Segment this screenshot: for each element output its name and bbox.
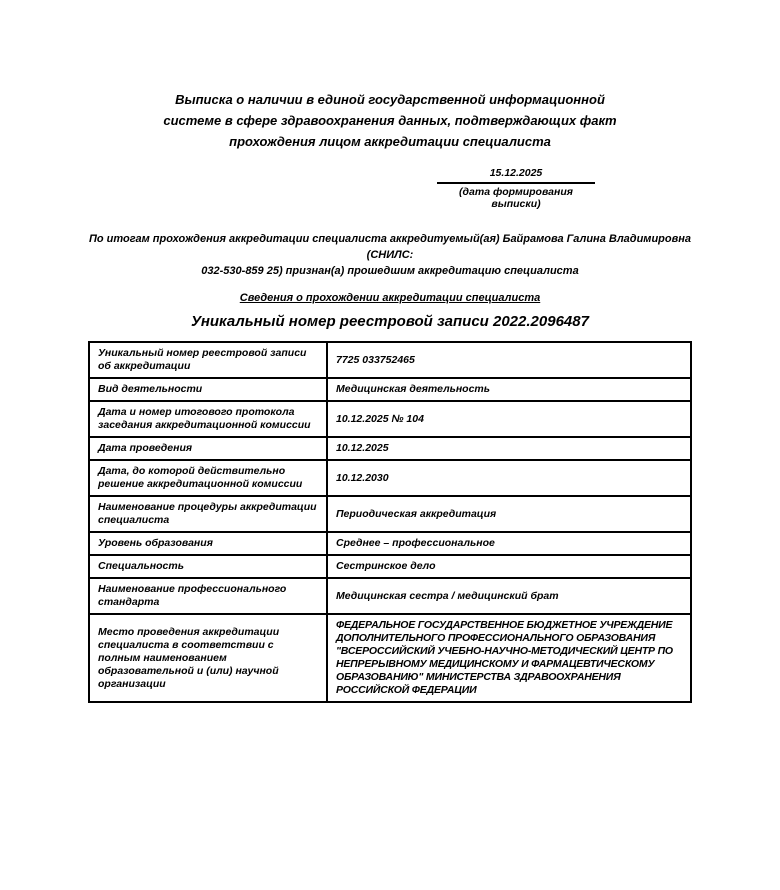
intro-paragraph — [70, 231, 710, 279]
field-value-cell: ФЕДЕРАЛЬНОЕ ГОСУДАРСТВЕННОЕ БЮДЖЕТНОЕ УЧРЕЖДЕНИЕ ДОПОЛНИТЕЛЬНОГО ПРОФЕССИОНАЛЬНОГО ОБРАЗОВАНИЯ "ВСЕРОССИЙСКИЙ УЧЕБНО-НАУЧНО-МЕТОДИЧЕСКИЙ ЦЕНТР ПО НЕПРЕРЫВНОМУ МЕДИЦИНСКОМУ И ФАРМАЦЕВТИЧЕСКОМУ ОБРАЗОВАНИЮ" МИНИСТЕРСТВА ЗДРАВООХРАНЕНИЯ РОССИЙСКОЙ ФЕДЕРАЦИИ — [327, 614, 691, 702]
formation-date-block — [437, 167, 595, 210]
field-label-cell: Уникальный номер реестровой записи об аккредитации — [89, 342, 327, 378]
table-row — [89, 401, 691, 437]
table-row — [89, 578, 691, 614]
field-label-cell: Дата проведения — [89, 437, 327, 460]
table-row — [89, 532, 691, 555]
field-value-cell: Периодическая аккредитация — [327, 496, 691, 532]
field-label-cell: Место проведения аккредитации специалиста в соответствии с полным наименованием образовательной и (или) научной организации — [89, 614, 327, 702]
field-value-cell: 10.12.2030 — [327, 460, 691, 496]
formation-date-value: 15.12.2025 — [489, 167, 543, 179]
field-label-cell: Специальность — [89, 555, 327, 578]
table-row — [89, 614, 691, 702]
accreditation-table — [88, 341, 692, 703]
intro-line: 032-530-859 25) признан(а) прошедшим аккредитацию специалиста — [201, 265, 579, 277]
table-row — [89, 496, 691, 532]
intro-line: По итогам прохождения аккредитации специалиста аккредитуемый(ая) Байрамова Галина Владимировна (СНИЛС: — [88, 233, 692, 261]
field-label-cell: Дата и номер итогового протокола заседания аккредитационной комиссии — [89, 401, 327, 437]
table-row — [89, 555, 691, 578]
document-title — [150, 89, 630, 152]
field-label-cell: Вид деятельности — [89, 378, 327, 401]
field-value-cell: Сестринское дело — [327, 555, 691, 578]
table-row — [89, 437, 691, 460]
registry-number-line: Уникальный номер реестровой записи 2022.2096487 — [191, 313, 589, 330]
field-label-cell: Наименование профессионального стандарта — [89, 578, 327, 614]
title-line: системе в сфере здравоохранения данных, подтверждающих факт — [163, 113, 617, 128]
field-value-cell: Медицинская сестра / медицинский брат — [327, 578, 691, 614]
field-label-cell: Уровень образования — [89, 532, 327, 555]
field-value-cell: 10.12.2025 № 104 — [327, 401, 691, 437]
field-value-cell: Среднее – профессиональное — [327, 532, 691, 555]
field-value-cell: Медицинская деятельность — [327, 378, 691, 401]
table-row — [89, 342, 691, 378]
section-heading: Сведения о прохождении аккредитации специалиста — [239, 292, 541, 304]
table-row — [89, 378, 691, 401]
field-label-cell: Дата, до которой действительно решение аккредитационной комиссии — [89, 460, 327, 496]
field-label-cell: Наименование процедуры аккредитации специалиста — [89, 496, 327, 532]
field-value-cell: 10.12.2025 — [327, 437, 691, 460]
field-value-cell: 7725 033752465 — [327, 342, 691, 378]
formation-date-caption: (дата формирования выписки) — [437, 182, 595, 210]
table-row — [89, 460, 691, 496]
title-line: Выписка о наличии в единой государственной информационной — [175, 92, 605, 107]
title-line: прохождения лицом аккредитации специалиста — [229, 134, 551, 149]
